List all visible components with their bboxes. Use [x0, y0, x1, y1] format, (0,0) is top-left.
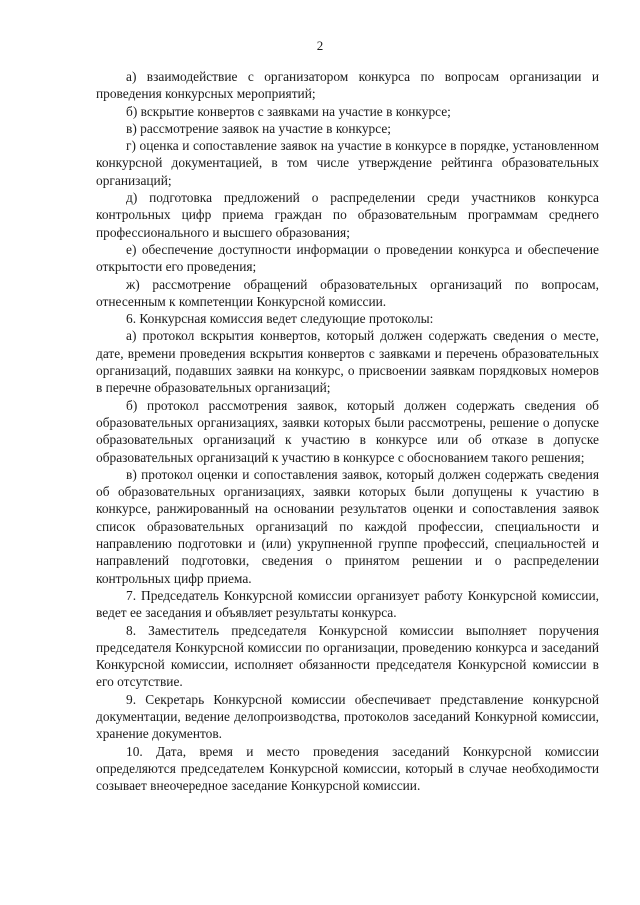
paragraph: ж) рассмотрение обращений образовательных организаций по вопросам, отнесенным к компетенции Конкурсной комиссии. — [96, 276, 599, 309]
paragraph: 7. Председатель Конкурсной комиссии организует работу Конкурсной комиссии, ведет ее заседания и объявляет результаты конкурса. — [96, 587, 599, 621]
paragraph: б) вскрытие конвертов с заявками на участие в конкурсе; — [126, 103, 451, 119]
paragraph: 6. Конкурсная комиссия ведет следующие протоколы: — [126, 311, 434, 327]
paragraph: в) протокол оценки и сопоставления заявок, который должен содержать сведения об образовательных организациях, заявки которых были допущены к участию в конкурсе, ранжированный на основании результатов оценки и сопоставления заявок список образовательных организаций по каждой профессии, специальности и направлению подготовки и (или) укрупненной группе профессий, специальностей и направлений подготовки, сведения о принятом решении и о распределении контрольных цифр приема. — [96, 466, 599, 586]
paragraph: 10. Дата, время и место проведения заседаний Конкурсной комиссии определяются председателем Конкурсной комиссии, который в случае необходимости созывает внеочередное заседание Конкурсной комиссии. — [96, 743, 599, 794]
page-number: 2 — [316, 38, 324, 53]
paragraph: а) взаимодействие с организатором конкурса по вопросам организации и проведения конкурсных мероприятий; — [96, 69, 599, 102]
paragraph: 8. Заместитель председателя Конкурсной комиссии выполняет поручения председателя Конкурсной комиссии по организации, проведению конкурса и заседаний Конкурсной комиссии, исполняет обязанности председателя Конкурсной комиссии в его отсутствие. — [96, 622, 599, 690]
paragraph: 9. Секретарь Конкурсной комиссии обеспечивает представление конкурсной документации, ведение делопроизводства, протоколов заседаний Конкурной комиссии, хранение документов. — [96, 691, 599, 742]
paragraph: д) подготовка предложений о распределении среди участников конкурса контрольных цифр приема граждан по образовательным программам среднего профессионального и высшего образования; — [96, 190, 599, 240]
paragraph: а) протокол вскрытия конвертов, который должен содержать сведения о месте, дате, времени проведения вскрытия конвертов с заявками и перечень образовательных организаций, подавших заявки на конкурс, о присвоении заявкам порядковых номеров в перечне образовательных организаций; — [96, 328, 599, 396]
paragraph: г) оценка и сопоставление заявок на участие в конкурсе в порядке, установленном конкурсной документацией, в том числе утверждение рейтинга образовательных организаций; — [96, 138, 599, 188]
document-body — [96, 68, 599, 794]
paragraph: в) рассмотрение заявок на участие в конкурсе; — [126, 120, 392, 136]
paragraph: е) обеспечение доступности информации о проведении конкурса и обеспечение открытости его проведения; — [96, 241, 599, 275]
paragraph: б) протокол рассмотрения заявок, который должен содержать сведения об образовательных организациях, заявки которых были рассмотрены, решение о допуске образовательных организаций к участию в конкурсе или об отказе в допуске образовательных организаций к участию в конкурсе с обоснованием такого решения; — [96, 397, 599, 465]
